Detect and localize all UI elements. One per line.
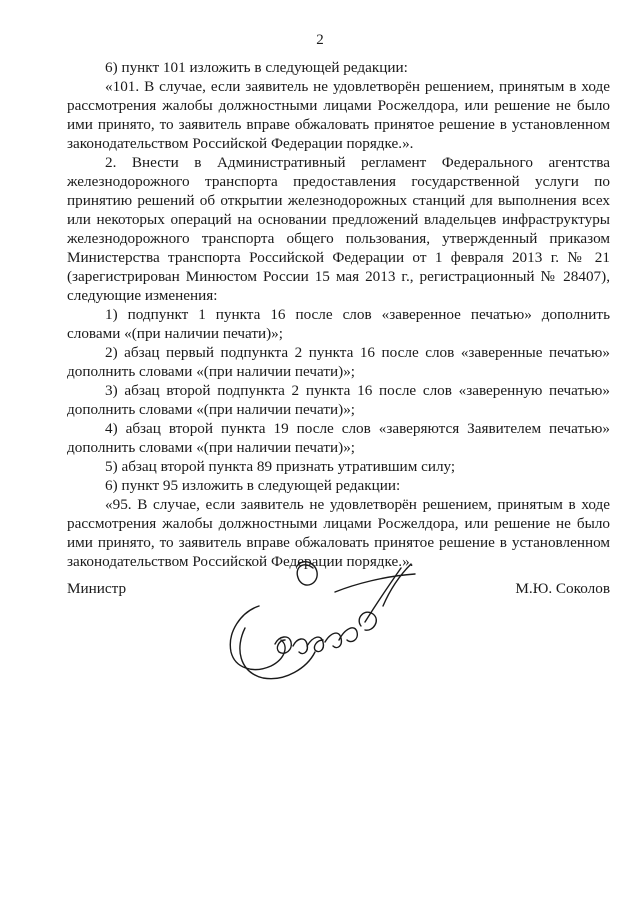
paragraph: 3) абзац второй подпункта 2 пункта 16 после слов «заверенную печатью» дополнить словами «(при наличии печати)»; <box>67 382 610 418</box>
handwritten-signature-icon <box>215 548 430 686</box>
paragraph: «101. В случае, если заявитель не удовлетворён решением, принятым в ходе рассмотрения жалобы должностными лицами Росжелдора, или решение не было ими принято, то заявитель вправе обжаловать принятое решение в установленном законодательством Российской Федерации порядке.». <box>67 78 610 152</box>
paragraph: 4) абзац второй пункта 19 после слов «заверяются Заявителем печатью» дополнить словами «(при наличии печати)»; <box>67 420 610 456</box>
paragraph: 2. Внести в Административный регламент Федерального агентства железнодорожного транспорта предоставления государственной услуги по принятию решений об открытии железнодорожных станций для выполнения всех или некоторых операций на основании предложений владельцев инфраструктуры железнодорожного транспорта общего пользования, утвержденный приказом Министерства транспорта Российской Федерации от 1 февраля 2013 г. № 21 (зарегистрирован Минюстом России 15 мая 2013 г., регистрационный № 28407), следующие изменения: <box>67 154 610 304</box>
signatory-name: М.Ю. Соколов <box>515 580 610 597</box>
page-number: 2 <box>316 32 324 48</box>
paragraph: 5) абзац второй пункта 89 признать утратившим силу; <box>105 458 456 475</box>
signatory-title: Министр <box>67 580 127 597</box>
paragraph: 6) пункт 101 изложить в следующей редакции: <box>105 59 408 76</box>
paragraph: «95. В случае, если заявитель не удовлетворён решением, принятым в ходе рассмотрения жалобы должностными лицами Росжелдора, или решение не было ими принято, то заявитель вправе обжаловать принятое решение в установленном законодательством Российской Федерации порядке.». <box>67 496 610 570</box>
paragraph: 6) пункт 95 изложить в следующей редакции: <box>105 477 401 494</box>
paragraph: 1) подпункт 1 пункта 16 после слов «заверенное печатью» дополнить словами «(при наличии печати)»; <box>67 306 610 342</box>
paragraph: 2) абзац первый подпункта 2 пункта 16 после слов «заверенные печатью» дополнить словами «(при наличии печати)»; <box>67 344 610 380</box>
